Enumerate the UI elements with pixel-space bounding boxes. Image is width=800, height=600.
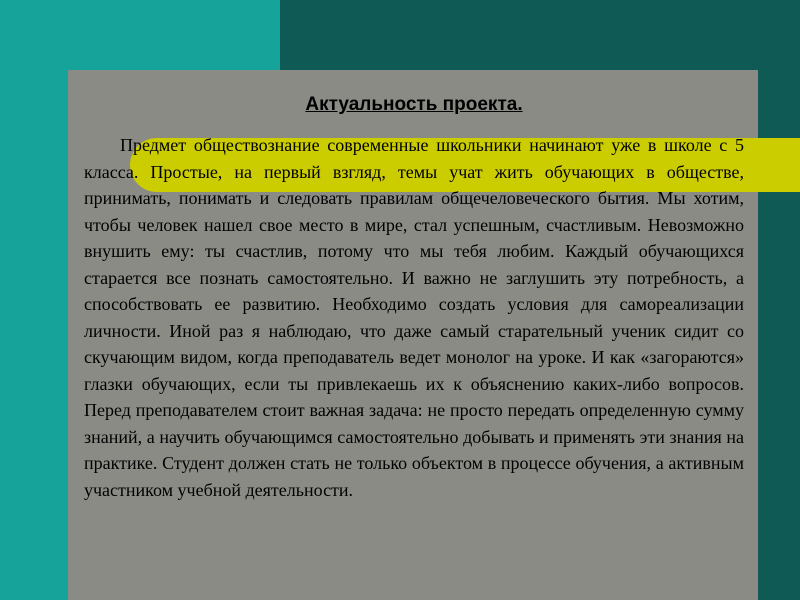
slide-body: Предмет обществознание современные школьники начинают уже в школе с 5 класса. Простые, на первый взгляд, темы учат жить обучающих в обществе, принимать, понимать и следовать правилам общечеловеческого бытия. Мы хотим, чтобы человек нашел свое место в мире, стал успешным, счастливым. Невозможно внушить ему: ты счастлив, потому что мы тебя любим. Каждый обучающихся старается все познать самостоятельно. И важно не заглушить эту потребность, а способствовать ее развитию. Необходимо создать условия для самореализации личности. Иной раз я наблюдаю, что даже самый старательный ученик сидит со скучающим видом, когда преподаватель ведет монолог на уроке. И как «загораются» глазки обучающих, если ты привлекаешь их к объяснению каких-либо вопросов. Перед преподавателем стоит важная задача: не просто передать определенную сумму знаний, а научить обучающимся самостоятельно добывать и применять эти знания на практике. Студент должен стать не только объектом в процессе обучения, а активным участником учебной деятельности. [84, 135, 744, 500]
slide-content [84, 92, 744, 503]
slide-title: Актуальность проекта. [305, 94, 523, 115]
